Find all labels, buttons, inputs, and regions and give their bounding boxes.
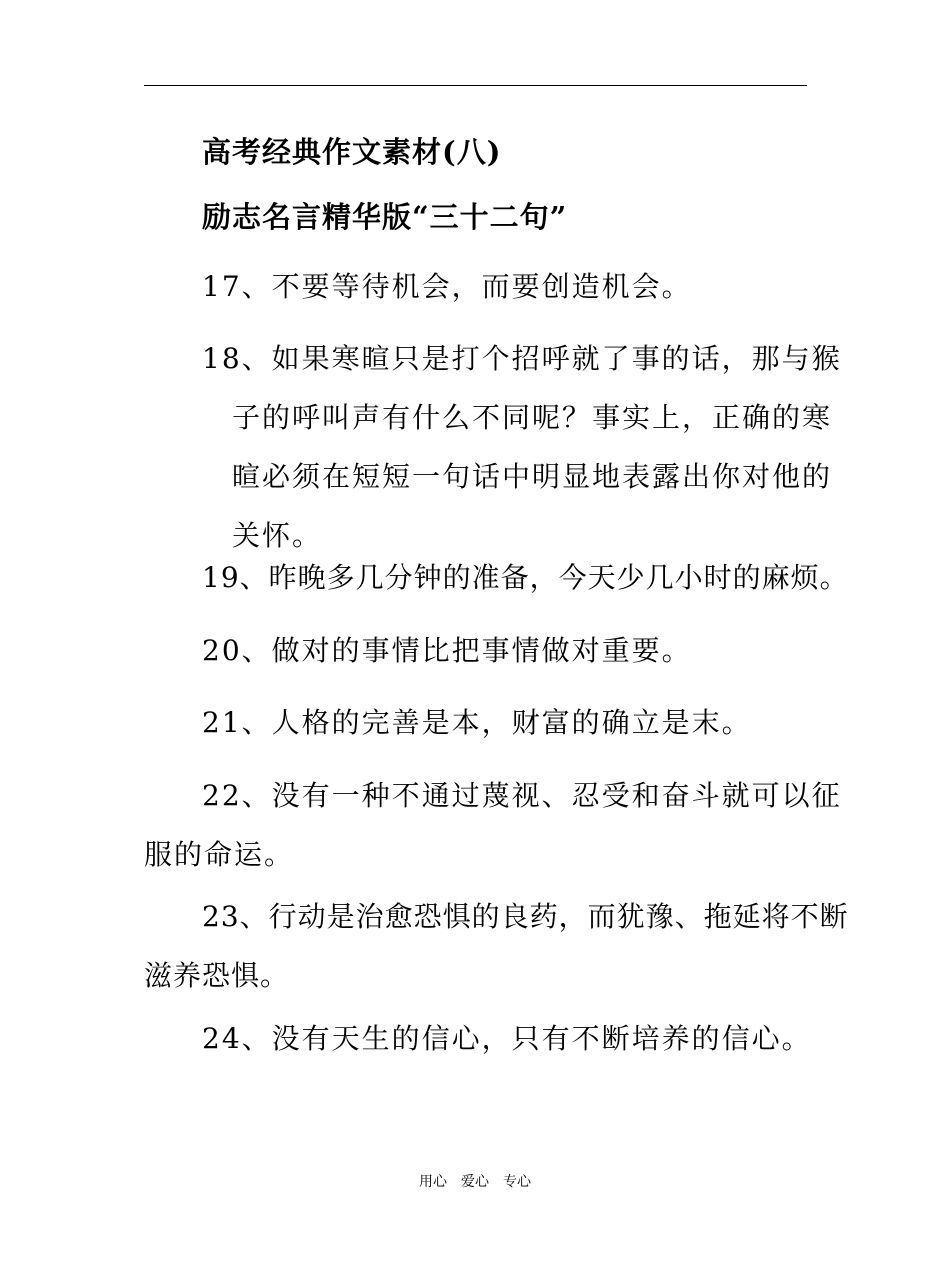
quote-line: 暄必须在短短一句话中明显地表露出你对他的 [232,460,833,493]
quote-line: 24、没有天生的信心，只有不断培养的信心。 [202,1022,812,1055]
page-footer: 用心 爱心 专心 [419,1174,531,1190]
quote-line: 18、如果寒暄只是打个招呼就了事的话，那与猴 [202,342,842,375]
quote-line: 滋养恐惧。 [144,959,290,992]
quote-line: 关怀。 [232,519,323,552]
quote-item-21 [202,703,752,762]
quote-line: 17、不要等待机会，而要创造机会。 [202,270,692,303]
quote-item-17 [202,267,692,326]
quote-item-20 [202,631,692,690]
quote-line: 20、做对的事情比把事情做对重要。 [202,634,692,667]
quote-line: 子的呼叫声有什么不同呢？事实上，正确的寒 [232,401,833,434]
quote-item-24 [202,1019,812,1078]
quote-line: 19、昨晚多几分钟的准备，今天少几小时的麻烦。 [202,561,849,594]
quote-line: 23、行动是治愈恐惧的良药，而犹豫、拖延将不断 [202,900,849,933]
quote-line: 服的命运。 [144,838,295,871]
header-rule [144,85,807,86]
quote-item-18 [202,339,842,575]
quote-item-19 [202,558,849,617]
quote-item-22 [144,776,842,894]
quote-item-23 [144,897,849,1015]
document-subtitle: 励志名言精华版“三十二句” [202,200,568,234]
quote-line: 21、人格的完善是本，财富的确立是末。 [202,706,752,739]
document-title: 高考经典作文素材(八) [202,135,502,169]
quote-line: 22、没有一种不通过蔑视、忍受和奋斗就可以征 [202,779,842,812]
